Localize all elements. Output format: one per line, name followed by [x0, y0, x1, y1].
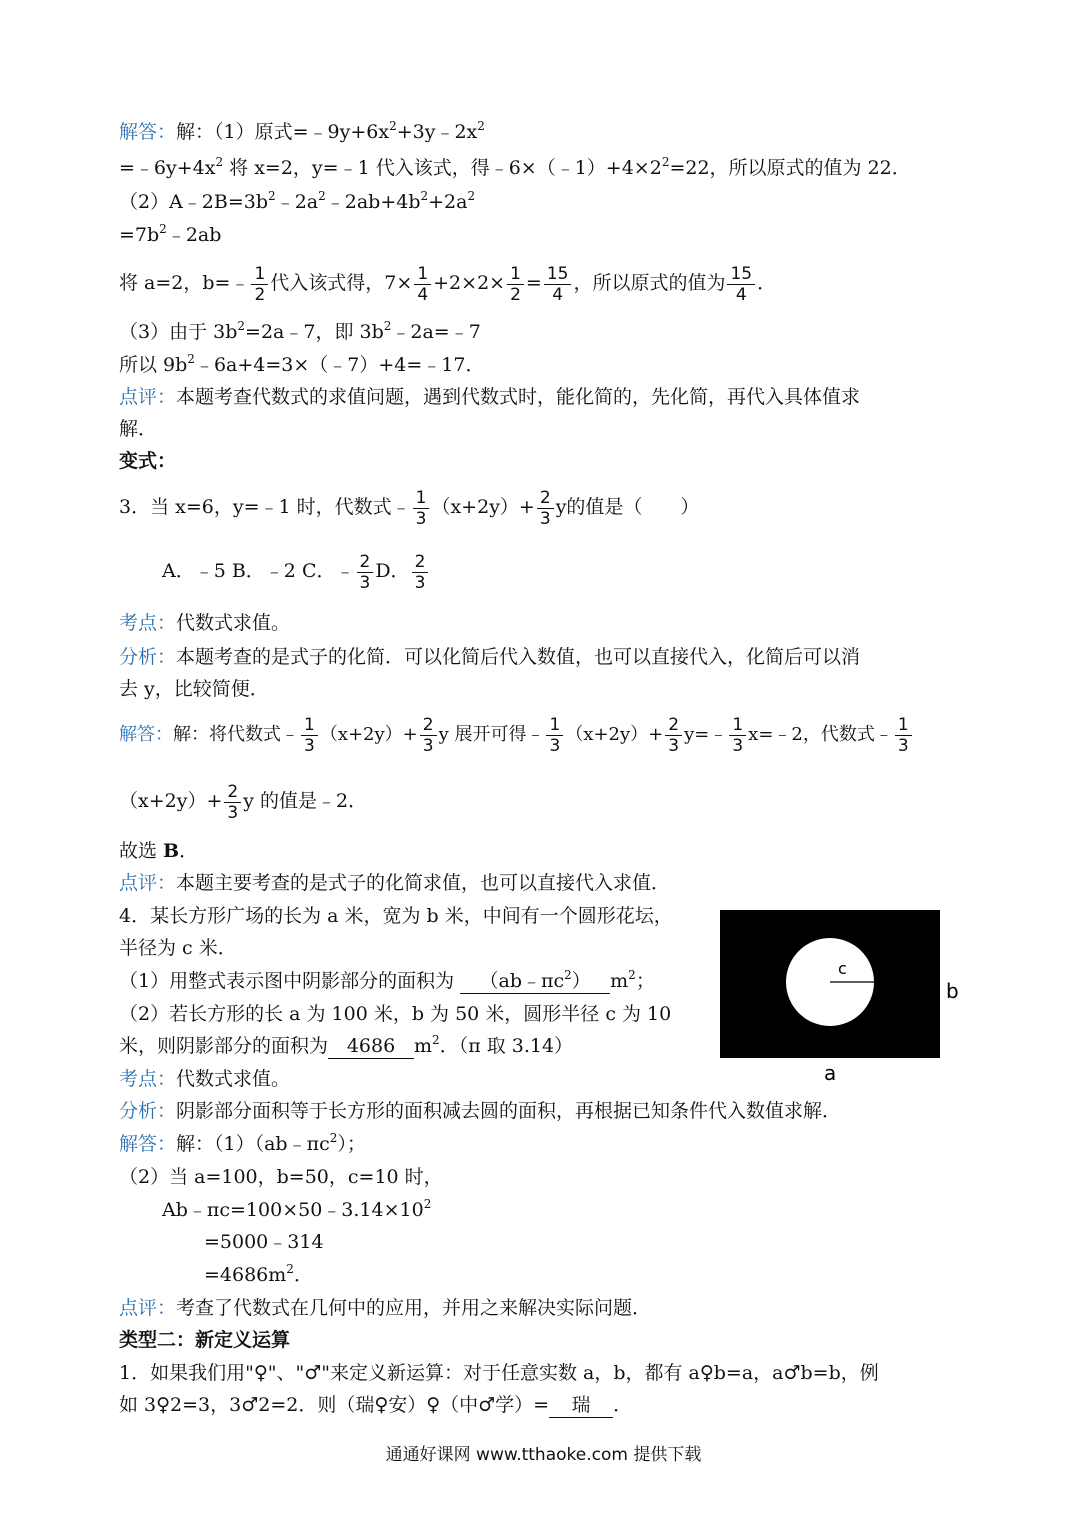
q3-guxuan: 故选 B． — [119, 840, 199, 862]
q4-jieda-2: （2）当 a=100，b=50，c=10 时， — [119, 1166, 443, 1188]
s1-dianping: 点评：本题考查代数式的求值问题，遇到代数式时，能化简的，先化简，再代入具体值求 — [119, 386, 861, 408]
q4-kaodian: 考点：代数式求值。 — [119, 1068, 291, 1090]
q3-options: A．﹣5 B．﹣2 C．﹣ $\frac{2}{3}$ D． $\frac{2}{3}$ — [162, 546, 430, 596]
q3-jieda: 解答：解：将代数式﹣ $\frac{1}{3}$ （x+2y）+ $\frac{2}{3}$ y 展开可得﹣ $\frac{1}{3}$ （x+2y）+ $\frac{2}{3}$ y=﹣ $\frac{1}{3}$ x=﹣2，代数式﹣ $\frac{1}{3}$ — [119, 710, 914, 760]
fraction: $\frac{2}{3}$ — [412, 552, 429, 593]
q4-stem-cont: 半径为 c 米． — [119, 937, 237, 959]
jieda-label: 解答： — [119, 724, 173, 745]
s1-line4: $=7b^2﹣2ab$ — [119, 222, 222, 246]
s1-line7: 所以 $9b^2﹣6a+4=3\times(﹣7)+4=﹣17$． — [119, 352, 485, 376]
q4-part2-cont: 米，则阴影部分的面积为 4686 $m^2$．（π 取 3.14） — [119, 1033, 574, 1057]
s1-line1: 解答：解：（1）原式$=﹣9y+6x^2+3y﹣2x^2$ — [119, 119, 485, 143]
q3-jieda-cont: （x+2y）+ $\frac{2}{3}$ y 的值是﹣2． — [119, 781, 368, 823]
s1-dianping-cont: 解． — [119, 418, 158, 440]
bianshi-heading: 变式： — [119, 450, 177, 472]
answer-blank: 瑞 — [549, 1393, 613, 1418]
fenxi-label: 分析： — [119, 1100, 177, 1122]
s1-line5: 将 a=2，b=﹣ $\frac{1}{2}$ 代入该式得，7× $\frac{1}{4}$ +2×2× $\frac{1}{2}$ = $\frac{15}{4}$ ，所以原式的值为 $\frac{15}{4}$ ． — [119, 263, 777, 305]
q3-fenxi-cont: 去 y，比较简便． — [119, 678, 269, 700]
type2-q1-cont: 如 3♀2=3，3♂2=2．则（瑞♀安）♀（中♂学）= 瑞 ． — [119, 1394, 633, 1416]
dianping-label: 点评： — [119, 386, 177, 408]
fraction: $\frac{2}{3}$ — [665, 715, 682, 756]
q4-fenxi: 分析：阴影部分面积等于长方形的面积减去圆的面积，再根据已知条件代入数值求解． — [119, 1100, 842, 1122]
fraction: $\frac{2}{3}$ — [357, 552, 374, 593]
label-c: c — [838, 959, 847, 978]
rectangle-circle-figure — [718, 908, 968, 1088]
q3-fenxi: 分析：本题考查的是式子的化简．可以化简后代入数值，也可以直接代入，化简后可以消 — [119, 646, 861, 668]
q4-part1: （1）用整式表示图中阴影部分的面积为 $(ab﹣\pi c^2)$ $m^2$； — [119, 968, 655, 992]
kaodian-label: 考点： — [119, 612, 177, 634]
fenxi-label: 分析： — [119, 646, 177, 668]
dianping-label: 点评： — [119, 1297, 177, 1319]
s1-line6: （3）由于 $3b^2=2a﹣7$，即 $3b^2﹣2a=﹣7$ — [119, 319, 481, 343]
page-footer: 通通好课网 www.tthaoke.com 提供下载 — [385, 1445, 702, 1465]
fraction: $\frac{2}{3}$ — [537, 488, 554, 529]
q4-jieda-5: $=4686m^2$． — [204, 1262, 313, 1286]
fraction: $\frac{1}{2}$ — [507, 264, 524, 305]
dianping-label: 点评： — [119, 872, 177, 894]
fraction: $\frac{1}{2}$ — [251, 264, 268, 305]
q4-stem: 4．某长方形广场的长为 a 米，宽为 b 米，中间有一个圆形花坛， — [119, 905, 673, 927]
fraction: $\frac{1}{3}$ — [413, 488, 430, 529]
q3-dianping: 点评：本题主要考查的是式子的化简求值，也可以直接代入求值． — [119, 872, 671, 894]
fraction: $\frac{2}{3}$ — [224, 782, 241, 823]
q4-part2: （2）若长方形的长 a 为 100 米，b 为 50 米，圆形半径 c 为 10 — [119, 1003, 672, 1025]
s1-line2: $=﹣6y+4x^2$ 将 x=2，y=﹣1 代入该式，得$﹣6\times(﹣1)+4\times 2^2=22$，所以原式的值为 22． — [119, 155, 911, 179]
q4-jieda-3: $Ab﹣\pi c=100\times 50﹣3.14\times 10^2$ — [162, 1197, 432, 1221]
q3-stem: 3．当 x=6，y=﹣1 时，代数式﹣ $\frac{1}{3}$ （x+2y）+ $\frac{2}{3}$ y的值是（ ） — [119, 487, 700, 529]
fraction: $\frac{2}{3}$ — [420, 715, 437, 756]
fraction: $\frac{1}{3}$ — [729, 715, 746, 756]
figure-svg — [718, 908, 968, 1088]
q4-jieda-4: =5000﹣314 — [204, 1231, 324, 1253]
type2-heading: 类型二：新定义运算 — [119, 1329, 291, 1351]
jieda-label: 解答： — [119, 121, 177, 143]
fraction: $\frac{1}{3}$ — [895, 715, 912, 756]
label-a: a — [824, 1061, 837, 1085]
s1-line3: $(2)A﹣2B=3b^2﹣2a^2﹣2ab+4b^2+2a^2$ — [119, 189, 476, 213]
q3-kaodian: 考点：代数式求值。 — [119, 612, 291, 634]
type2-q1: 1．如果我们用"♀"、"♂"来定义新运算：对于任意实数 a，b，都有 a♀b=a，a♂b=b，例 — [119, 1362, 879, 1384]
fraction: $\frac{1}{3}$ — [546, 715, 563, 756]
fraction: $\frac{1}{4}$ — [414, 264, 431, 305]
fraction: $\frac{15}{4}$ — [727, 264, 755, 305]
q4-jieda: 解答：解：$(1)(ab﹣\pi c^2)$； — [119, 1131, 366, 1155]
answer-blank: $(ab﹣\pi c^2)$ — [460, 969, 610, 994]
q4-dianping: 点评：考查了代数式在几何中的应用，并用之来解决实际问题． — [119, 1297, 652, 1319]
answer-blank: 4686 — [328, 1034, 414, 1059]
label-b: b — [946, 979, 959, 1003]
fraction: $\frac{15}{4}$ — [544, 264, 572, 305]
kaodian-label: 考点： — [119, 1068, 177, 1090]
jieda-label: 解答： — [119, 1133, 177, 1155]
fraction: $\frac{1}{3}$ — [301, 715, 318, 756]
